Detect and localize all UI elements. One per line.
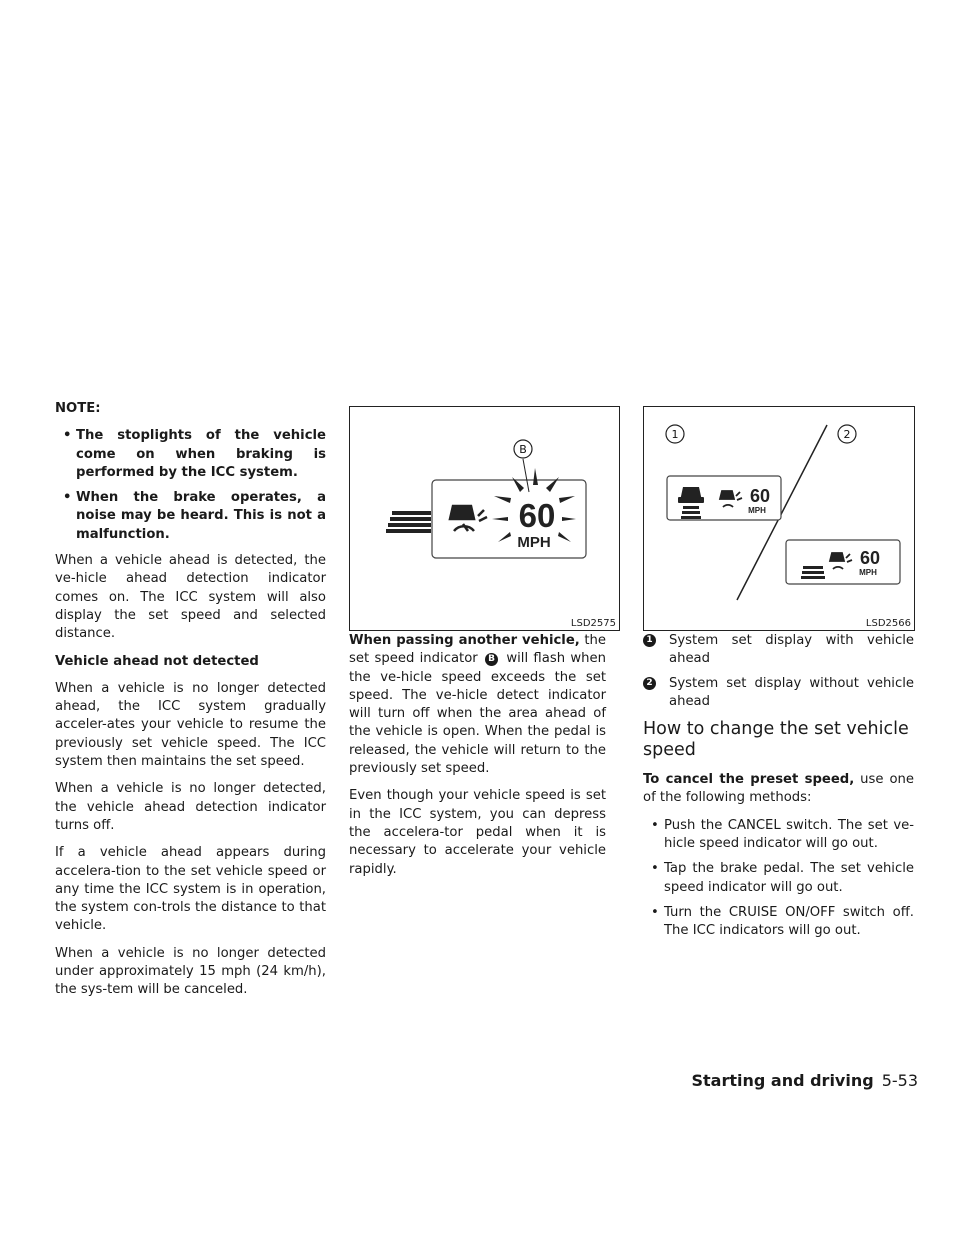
figure-code: LSD2566 <box>865 618 911 629</box>
paragraph <box>349 632 606 778</box>
marker-1: 1 <box>643 634 656 647</box>
page-footer <box>691 1071 918 1090</box>
speed-unit: MPH <box>859 568 877 577</box>
figure-code: LSD2575 <box>570 618 616 629</box>
column-3 <box>643 632 914 949</box>
paragraph: When a vehicle is no longer detected, the vehicle ahead detection indicator turns off. <box>55 781 326 833</box>
distance-bars <box>801 566 825 579</box>
text-run: the set speed indicator <box>349 633 606 667</box>
method-item: • Push the CANCEL switch. The set ve-hicle speed indicator will go out. <box>643 817 914 854</box>
paragraph: Even though your vehicle speed is set in the ICC system, you can depress the accelera-tor pedal when it is necessary to accelerate your vehicle rapidly. <box>349 788 606 877</box>
set-speed-value: 60 <box>518 497 556 534</box>
set-speed-value: 60 <box>749 486 771 506</box>
speed-unit: MPH <box>748 506 766 515</box>
legend-text: System set display without vehicle ahead <box>669 675 914 709</box>
figure-1-illustration <box>350 407 619 630</box>
method-item: • Tap the brake pedal. The set vehicle speed indicator will go out. <box>643 860 914 897</box>
note-item: • The stoplights of the vehicle come on when braking is performed by the ICC system. <box>55 427 326 482</box>
figure-set-speed-flash <box>349 406 620 631</box>
paragraph <box>643 771 914 808</box>
legend-item <box>643 632 914 669</box>
paragraph: When a vehicle ahead is detected, the ve-hicle ahead detection indicator comes on. The ICC system will also display the set speed and selected distance. <box>55 553 326 642</box>
callout-1: 1 <box>671 428 679 441</box>
note-list <box>55 427 326 544</box>
method-item: • Turn the CRUISE ON/OFF switch off. The ICC indicators will go out. <box>643 904 914 941</box>
bold-lead: When passing another vehicle, <box>349 633 580 648</box>
subheading: Vehicle ahead not detected <box>55 653 259 669</box>
marker-b: B <box>485 653 498 666</box>
callout-2: 2 <box>843 428 851 441</box>
section-name: Starting and driving <box>691 1071 874 1090</box>
note-item: • When the brake operates, a noise may be heard. This is not a malfunction. <box>55 489 326 544</box>
column-2 <box>349 632 606 888</box>
text-run: will flash when the ve-hicle speed exceeds the set speed. The ve-hicle detect indicator will turn off when the area ahead of the vehicle is open. When the pedal is released, the vehicle will return to the previously set speed. <box>349 651 606 777</box>
bold-lead: To cancel the preset speed, <box>643 772 855 788</box>
paragraph: When a vehicle is no longer detected under approximately 15 mph (24 km/h), the sys-tem will be canceled. <box>55 945 326 998</box>
paragraph: When a vehicle is no longer detected ahead, the ICC system gradually acceler-ates your vehicle to resume the previously set vehicle speed. The ICC system then maintains the set speed. <box>55 680 326 770</box>
callout-b: B <box>519 443 527 456</box>
note-heading: NOTE: <box>55 401 101 416</box>
method-list <box>643 817 914 941</box>
set-speed-value: 60 <box>859 548 881 568</box>
section-heading: How to change the set vehicle speed <box>643 719 909 761</box>
paragraph: If a vehicle ahead appears during accelera-tion to the set vehicle speed or any time the ICC system is in operation, the system con-trols the distance to that vehicle. <box>55 845 326 934</box>
figure-set-display <box>643 406 915 631</box>
figure-2-illustration <box>644 407 914 630</box>
speed-unit: MPH <box>517 534 551 551</box>
column-1 <box>55 400 326 1009</box>
text-run: use one of the following methods: <box>643 772 914 806</box>
legend-text: System set display with vehicle ahead <box>669 633 914 667</box>
marker-2: 2 <box>643 677 656 690</box>
page-number: 5-53 <box>881 1071 918 1090</box>
legend-item <box>643 675 914 712</box>
